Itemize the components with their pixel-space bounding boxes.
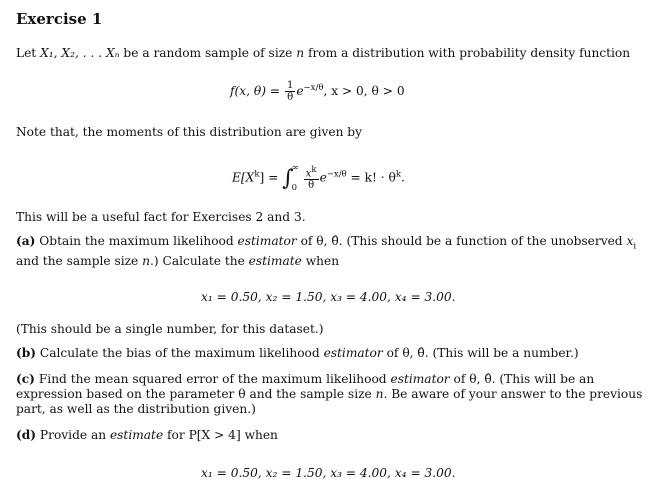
pdf-fraction bbox=[285, 80, 295, 103]
pdf-frac-num: 1 bbox=[286, 80, 294, 91]
part-a-x: x bbox=[626, 234, 634, 248]
part-c-estimator: estimator bbox=[390, 372, 450, 386]
pdf-frac-den: θ bbox=[285, 91, 295, 103]
pdf-equation bbox=[230, 80, 405, 103]
intro-sequence: X₁, X₂, . . . Xₙ bbox=[40, 46, 120, 60]
part-a-text-3: of θ, θ̂. (This should be a function of the unobserved bbox=[296, 234, 627, 248]
part-d-text-1: Provide an bbox=[36, 428, 110, 442]
part-c-paragraph bbox=[16, 372, 644, 417]
part-b-paragraph bbox=[16, 346, 644, 361]
data-equation-1: x₁ = 0.50, x₂ = 1.50, x₃ = 4.00, x₄ = 3.00. bbox=[201, 290, 456, 304]
part-a-estimate: estimate bbox=[248, 254, 302, 269]
moment-rhs: = k! · θ bbox=[346, 170, 396, 185]
integral-upper: ∞ bbox=[291, 163, 299, 173]
part-b-text-3: of θ, θ̂. (This will be a number.) bbox=[382, 346, 579, 360]
part-a-text-7: .) Calculate the bbox=[150, 254, 249, 269]
pdf-exp-base: e bbox=[296, 84, 304, 98]
part-b-text-1: Calculate the bias of the maximum likelihood bbox=[36, 346, 324, 360]
pdf-condition: , x > 0, θ > 0 bbox=[323, 84, 405, 98]
part-c-text-5: . Be aware of your answer to the previous part, as well as the distribution given.) bbox=[16, 387, 643, 416]
part-b-label: (b) bbox=[16, 346, 37, 360]
intro-middle: be a random sample of size bbox=[119, 46, 297, 60]
part-a-n: n bbox=[142, 254, 151, 269]
part-a-estimator: estimator bbox=[237, 234, 297, 248]
moment-lhs-power: k bbox=[254, 169, 260, 180]
part-d-paragraph bbox=[16, 428, 644, 443]
part-d-estimate: estimate bbox=[109, 428, 164, 442]
part-b-estimator: estimator bbox=[323, 346, 383, 360]
moment-exp-base: e bbox=[319, 170, 327, 185]
intro-n: n bbox=[296, 46, 305, 60]
part-d-text-3: for P[X > 4] when bbox=[163, 428, 278, 442]
part-a-x-sub: i bbox=[633, 241, 637, 252]
pdf-lhs: f(x, θ) = bbox=[230, 84, 281, 98]
moment-rhs-power: k bbox=[395, 169, 402, 180]
integral-lower: 0 bbox=[291, 183, 298, 193]
part-a-label: (a) bbox=[16, 234, 36, 248]
integral-sign: ∫ bbox=[282, 165, 294, 191]
part-c-n: n bbox=[375, 387, 384, 401]
part-d-label: (d) bbox=[16, 428, 37, 442]
part-a-text-9: when bbox=[301, 254, 340, 269]
moment-rhs-end: . bbox=[401, 170, 405, 185]
moment-exp-power: −x/θ bbox=[326, 169, 347, 180]
part-c-text-1: Find the mean squared error of the maximum likelihood bbox=[34, 372, 391, 386]
moment-fraction bbox=[304, 165, 319, 191]
moment-lhs: E[X bbox=[232, 170, 255, 185]
moments-note: Note that, the moments of this distribution are given by bbox=[16, 125, 362, 139]
moment-lhs-close: ] = bbox=[259, 170, 279, 185]
intro-prefix: Let bbox=[16, 46, 41, 60]
intro-paragraph bbox=[16, 46, 644, 61]
moment-frac-num-base: x bbox=[305, 168, 312, 180]
intro-suffix: from a distribution with probability density function bbox=[304, 46, 631, 60]
part-a-paragraph bbox=[16, 234, 644, 269]
data-equation-2: x₁ = 0.50, x₂ = 1.50, x₃ = 4.00, x₄ = 3.00. bbox=[201, 466, 456, 480]
single-number-note: (This should be a single number, for this dataset.) bbox=[16, 322, 324, 336]
part-a-text-1: Obtain the maximum likelihood bbox=[35, 234, 238, 248]
part-c-text-3: of θ, θ̂. (This will be an expression based on the parameter θ and the sample size bbox=[16, 372, 595, 401]
moment-frac-den: θ bbox=[304, 179, 319, 191]
exercise-heading: Exercise 1 bbox=[16, 10, 103, 28]
moment-equation bbox=[232, 158, 405, 198]
pdf-exp-power: −x/θ bbox=[303, 82, 324, 93]
moment-frac-num-power: k bbox=[311, 164, 317, 175]
part-c-label: (c) bbox=[16, 372, 35, 386]
useful-fact: This will be a useful fact for Exercises 2 and 3. bbox=[16, 210, 306, 224]
part-a-text-5: and the sample size bbox=[16, 254, 143, 269]
moment-frac-num bbox=[304, 165, 319, 179]
